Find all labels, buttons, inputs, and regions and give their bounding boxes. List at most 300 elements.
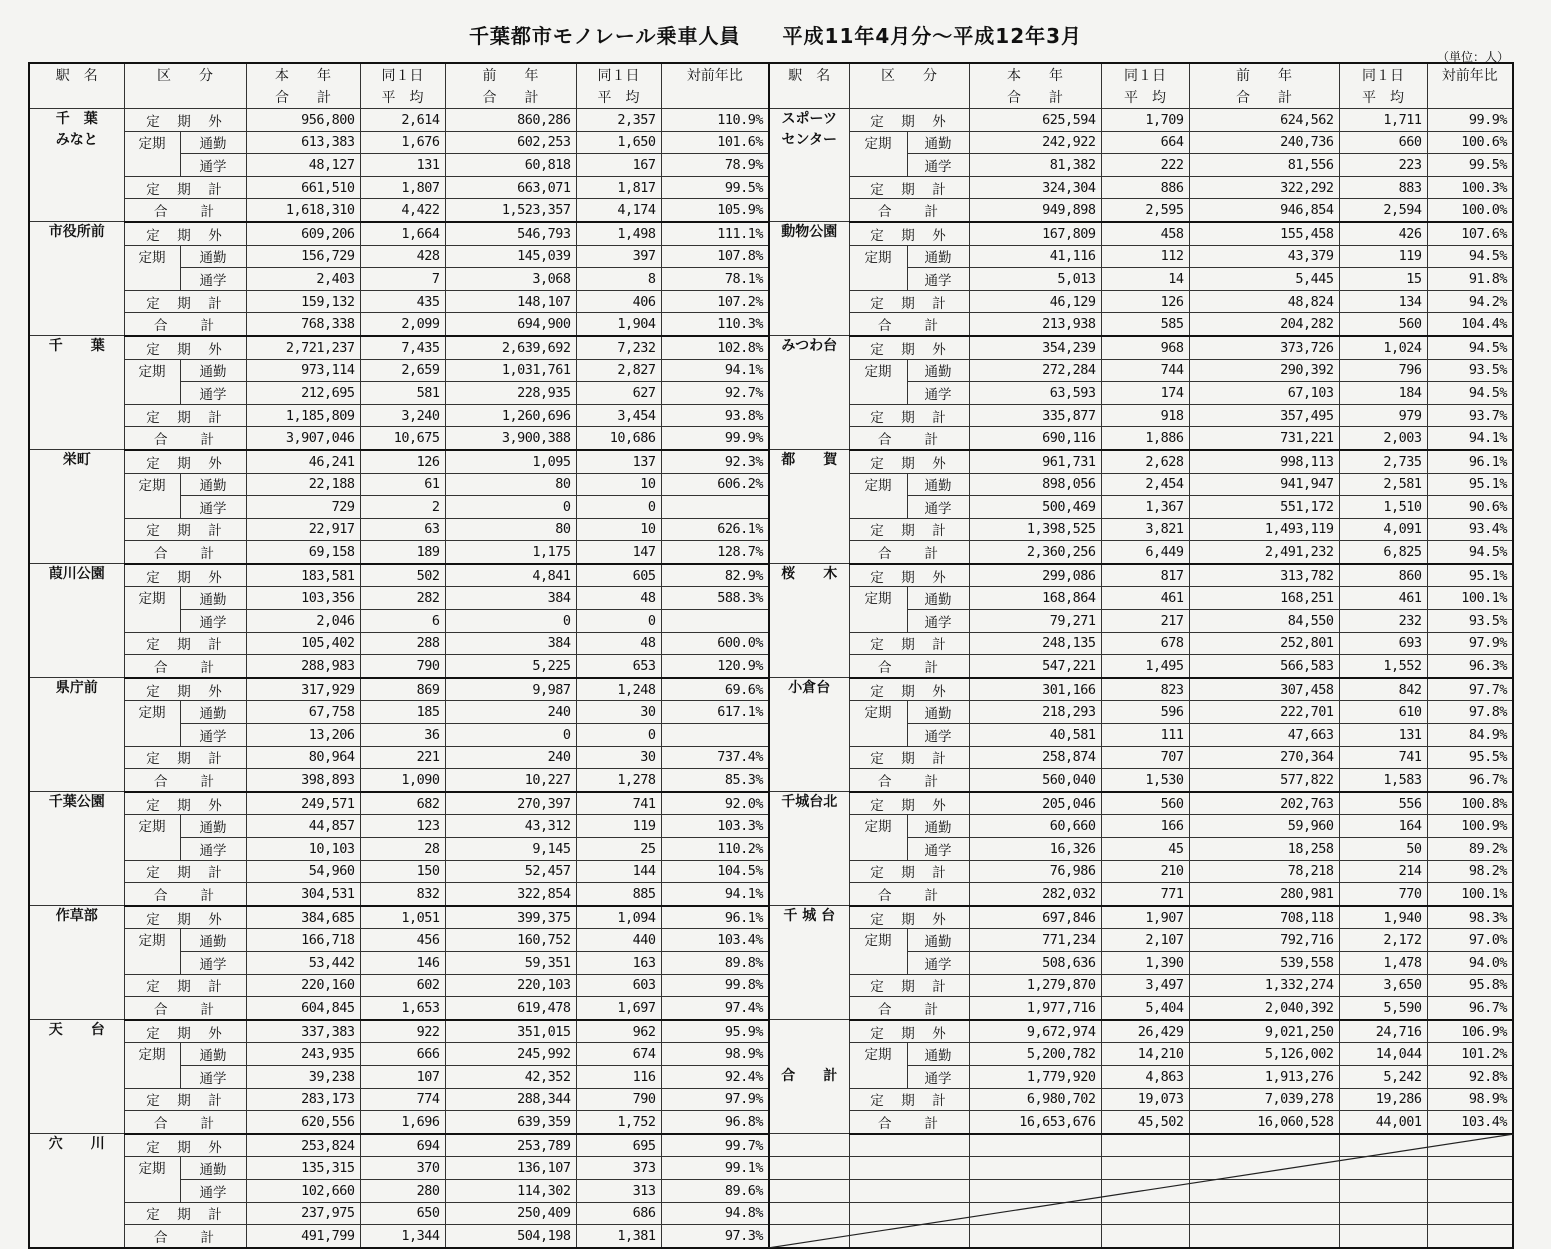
prev-total: 504,198 [445, 1225, 576, 1248]
category-school: 通学 [907, 1065, 969, 1088]
current-daily-avg: 280 [360, 1179, 445, 1202]
prev-total: 148,107 [445, 290, 576, 313]
header-prev-total: 前 年 [445, 63, 576, 86]
yoy-ratio: 94.5% [1427, 336, 1513, 359]
current-total: 613,383 [246, 131, 360, 154]
current-total: 5,200,782 [969, 1043, 1101, 1066]
prev-total: 998,113 [1189, 450, 1339, 473]
yoy-ratio: 95.9% [661, 1020, 769, 1043]
yoy-ratio: 94.1% [661, 883, 769, 906]
category-teiki: 定期 [849, 131, 907, 176]
category-teiki: 定期 [849, 701, 907, 746]
current-daily-avg: 45,502 [1101, 1111, 1189, 1134]
current-daily-avg: 174 [1101, 382, 1189, 405]
current-total: 2,046 [246, 610, 360, 633]
yoy-ratio: 97.7% [1427, 678, 1513, 701]
current-daily-avg: 832 [360, 883, 445, 906]
prev-total: 0 [445, 496, 576, 519]
table-row [769, 564, 1513, 587]
current-total: 220,160 [246, 974, 360, 997]
prev-total: 1,493,119 [1189, 518, 1339, 541]
yoy-ratio: 100.6% [1427, 131, 1513, 154]
prev-total: 4,841 [445, 564, 576, 587]
category-commute: 通勤 [907, 245, 969, 268]
current-daily-avg: 3,240 [360, 404, 445, 427]
category-non-pass: 定 期 外 [849, 564, 969, 587]
current-daily-avg: 1,807 [360, 176, 445, 199]
header-current-daily: 平 均 [360, 86, 445, 109]
current-daily-avg: 1,709 [1101, 109, 1189, 132]
current-daily-avg: 456 [360, 929, 445, 952]
current-total: 2,721,237 [246, 336, 360, 359]
current-total: 272,284 [969, 359, 1101, 382]
current-total: 609,206 [246, 222, 360, 245]
current-daily-avg: 869 [360, 678, 445, 701]
table-row [29, 792, 769, 815]
yoy-ratio: 94.5% [1427, 245, 1513, 268]
category-total: 合 計 [849, 199, 969, 222]
current-total: 22,188 [246, 473, 360, 496]
blank-cell [1339, 1202, 1427, 1225]
prev-total: 399,375 [445, 906, 576, 929]
table-row [769, 587, 1513, 610]
yoy-ratio: 97.9% [661, 1088, 769, 1111]
prev-total: 357,495 [1189, 404, 1339, 427]
category-school: 通学 [907, 268, 969, 291]
yoy-ratio: 96.1% [1427, 450, 1513, 473]
yoy-ratio: 97.8% [1427, 701, 1513, 724]
prev-daily-avg: 1,248 [576, 678, 661, 701]
category-total: 合 計 [849, 997, 969, 1020]
yoy-ratio: 93.5% [1427, 359, 1513, 382]
current-daily-avg: 166 [1101, 815, 1189, 838]
category-teiki: 定期 [124, 473, 180, 518]
prev-total: 551,172 [1189, 496, 1339, 519]
prev-total: 860,286 [445, 109, 576, 132]
current-total: 625,594 [969, 109, 1101, 132]
category-school: 通学 [180, 268, 246, 291]
prev-total: 313,782 [1189, 564, 1339, 587]
prev-daily-avg: 2,594 [1339, 199, 1427, 222]
category-school: 通学 [180, 496, 246, 519]
current-total: 560,040 [969, 769, 1101, 792]
category-commute: 通勤 [180, 701, 246, 724]
current-daily-avg: 61 [360, 473, 445, 496]
current-total: 205,046 [969, 792, 1101, 815]
header-prev-daily: 平 均 [576, 86, 661, 109]
current-total: 135,315 [246, 1157, 360, 1180]
prev-daily-avg: 25 [576, 838, 661, 861]
category-pass-total: 定 期 計 [124, 974, 246, 997]
prev-daily-avg: 8 [576, 268, 661, 291]
current-daily-avg: 1,907 [1101, 906, 1189, 929]
blank-cell [1427, 1202, 1513, 1225]
category-total: 合 計 [124, 541, 246, 564]
prev-total: 731,221 [1189, 427, 1339, 450]
left-ridership-table [28, 62, 770, 1249]
current-daily-avg: 111 [1101, 724, 1189, 747]
prev-daily-avg: 1,711 [1339, 109, 1427, 132]
yoy-ratio: 100.1% [1427, 883, 1513, 906]
current-daily-avg: 678 [1101, 632, 1189, 655]
yoy-ratio: 96.7% [1427, 769, 1513, 792]
current-daily-avg: 28 [360, 838, 445, 861]
yoy-ratio: 93.7% [1427, 404, 1513, 427]
prev-total: 602,253 [445, 131, 576, 154]
table-row [29, 1043, 769, 1066]
yoy-ratio: 99.8% [661, 974, 769, 997]
current-total: 41,116 [969, 245, 1101, 268]
prev-daily-avg: 693 [1339, 632, 1427, 655]
category-pass-total: 定 期 計 [849, 290, 969, 313]
header-prev-total: 合 計 [1189, 86, 1339, 109]
yoy-ratio: 93.8% [661, 404, 769, 427]
current-daily-avg: 2,454 [1101, 473, 1189, 496]
current-total: 949,898 [969, 199, 1101, 222]
table-row [29, 131, 769, 154]
header-blank [849, 86, 969, 109]
prev-total: 9,987 [445, 678, 576, 701]
yoy-ratio: 606.2% [661, 473, 769, 496]
prev-total: 155,458 [1189, 222, 1339, 245]
prev-total: 81,556 [1189, 154, 1339, 177]
header-ratio: 対前年比 [661, 63, 769, 86]
table-row [29, 701, 769, 724]
prev-daily-avg: 1,752 [576, 1111, 661, 1134]
category-pass-total: 定 期 計 [124, 518, 246, 541]
yoy-ratio: 100.1% [1427, 587, 1513, 610]
yoy-ratio: 106.9% [1427, 1020, 1513, 1043]
current-daily-avg: 217 [1101, 610, 1189, 633]
prev-daily-avg: 962 [576, 1020, 661, 1043]
category-non-pass: 定 期 外 [849, 450, 969, 473]
category-total: 合 計 [124, 427, 246, 450]
current-daily-avg: 370 [360, 1157, 445, 1180]
prev-daily-avg: 860 [1339, 564, 1427, 587]
category-school: 通学 [180, 724, 246, 747]
prev-total: 240 [445, 701, 576, 724]
current-total: 384,685 [246, 906, 360, 929]
header-blank [1427, 86, 1513, 109]
prev-daily-avg: 1,904 [576, 313, 661, 336]
header-blank [769, 86, 849, 109]
current-total: 973,114 [246, 359, 360, 382]
current-total: 1,185,809 [246, 404, 360, 427]
table-row [29, 769, 769, 792]
category-total: 合 計 [849, 541, 969, 564]
current-total: 1,279,870 [969, 974, 1101, 997]
table-row [769, 655, 1513, 678]
current-daily-avg: 112 [1101, 245, 1189, 268]
current-total: 183,581 [246, 564, 360, 587]
header-station: 駅 名 [769, 63, 849, 86]
yoy-ratio: 69.6% [661, 678, 769, 701]
station-name: 市役所前 [29, 222, 124, 336]
category-non-pass: 定 期 外 [124, 1020, 246, 1043]
prev-daily-avg: 1,024 [1339, 336, 1427, 359]
current-daily-avg: 744 [1101, 359, 1189, 382]
prev-total: 384 [445, 587, 576, 610]
prev-daily-avg: 373 [576, 1157, 661, 1180]
category-teiki: 定期 [849, 929, 907, 974]
prev-daily-avg: 3,650 [1339, 974, 1427, 997]
prev-daily-avg: 1,650 [576, 131, 661, 154]
current-total: 324,304 [969, 176, 1101, 199]
prev-total: 5,126,002 [1189, 1043, 1339, 1066]
prev-daily-avg: 0 [576, 496, 661, 519]
current-total: 697,846 [969, 906, 1101, 929]
current-daily-avg: 210 [1101, 860, 1189, 883]
table-row [769, 746, 1513, 769]
current-total: 237,975 [246, 1202, 360, 1225]
current-daily-avg: 650 [360, 1202, 445, 1225]
current-daily-avg: 126 [360, 450, 445, 473]
current-total: 508,636 [969, 951, 1101, 974]
current-total: 249,571 [246, 792, 360, 815]
station-name: 千城台北 [769, 792, 849, 906]
yoy-ratio: 84.9% [1427, 724, 1513, 747]
category-commute: 通勤 [180, 1043, 246, 1066]
table-row [769, 176, 1513, 199]
category-pass-total: 定 期 計 [849, 518, 969, 541]
current-daily-avg: 886 [1101, 176, 1189, 199]
prev-daily-avg: 24,716 [1339, 1020, 1427, 1043]
current-total: 282,032 [969, 883, 1101, 906]
blank-row [769, 1157, 1513, 1180]
prev-total: 43,379 [1189, 245, 1339, 268]
station-name: スポーツ センター [769, 109, 849, 222]
current-total: 1,618,310 [246, 199, 360, 222]
current-daily-avg: 1,676 [360, 131, 445, 154]
current-daily-avg: 222 [1101, 154, 1189, 177]
blank-cell [1427, 1157, 1513, 1180]
prev-daily-avg: 147 [576, 541, 661, 564]
current-total: 3,907,046 [246, 427, 360, 450]
category-total: 合 計 [849, 313, 969, 336]
current-daily-avg: 790 [360, 655, 445, 678]
current-daily-avg: 1,495 [1101, 655, 1189, 678]
prev-daily-avg: 167 [576, 154, 661, 177]
yoy-ratio: 94.5% [1427, 541, 1513, 564]
prev-daily-avg: 119 [576, 815, 661, 838]
category-school: 通学 [907, 610, 969, 633]
prev-daily-avg: 2,172 [1339, 929, 1427, 952]
prev-total: 10,227 [445, 769, 576, 792]
prev-daily-avg: 770 [1339, 883, 1427, 906]
category-teiki: 定期 [124, 815, 180, 860]
header-blank [29, 86, 124, 109]
category-teiki: 定期 [849, 1043, 907, 1088]
category-commute: 通勤 [180, 245, 246, 268]
category-school: 通学 [180, 610, 246, 633]
yoy-ratio: 102.8% [661, 336, 769, 359]
yoy-ratio: 99.1% [661, 1157, 769, 1180]
header-row [29, 86, 769, 109]
station-name: 葭川公園 [29, 564, 124, 678]
current-total: 248,135 [969, 632, 1101, 655]
category-non-pass: 定 期 外 [124, 450, 246, 473]
category-non-pass: 定 期 外 [124, 678, 246, 701]
current-daily-avg: 1,886 [1101, 427, 1189, 450]
prev-total: 1,031,761 [445, 359, 576, 382]
yoy-ratio: 626.1% [661, 518, 769, 541]
prev-total: 52,457 [445, 860, 576, 883]
prev-total: 9,021,250 [1189, 1020, 1339, 1043]
current-total: 491,799 [246, 1225, 360, 1248]
yoy-ratio: 92.3% [661, 450, 769, 473]
yoy-ratio: 100.0% [1427, 199, 1513, 222]
current-total: 39,238 [246, 1065, 360, 1088]
prev-daily-avg: 10 [576, 473, 661, 496]
table-row [769, 404, 1513, 427]
current-daily-avg: 63 [360, 518, 445, 541]
category-commute: 通勤 [180, 815, 246, 838]
table-row [769, 359, 1513, 382]
prev-total: 322,292 [1189, 176, 1339, 199]
category-total: 合 計 [849, 883, 969, 906]
prev-total: 792,716 [1189, 929, 1339, 952]
category-teiki: 定期 [849, 245, 907, 290]
current-daily-avg: 435 [360, 290, 445, 313]
table-row [29, 815, 769, 838]
yoy-ratio: 92.0% [661, 792, 769, 815]
blank-cell [969, 1179, 1101, 1202]
prev-daily-avg: 0 [576, 724, 661, 747]
table-row [29, 906, 769, 929]
blank-cell [1101, 1157, 1189, 1180]
prev-total: 546,793 [445, 222, 576, 245]
current-total: 102,660 [246, 1179, 360, 1202]
current-total: 79,271 [969, 610, 1101, 633]
prev-total: 663,071 [445, 176, 576, 199]
category-total: 合 計 [124, 655, 246, 678]
current-daily-avg: 3,497 [1101, 974, 1189, 997]
table-row [29, 1134, 769, 1157]
current-total: 156,729 [246, 245, 360, 268]
category-school: 通学 [907, 951, 969, 974]
current-total: 5,013 [969, 268, 1101, 291]
header-ratio: 対前年比 [1427, 63, 1513, 86]
blank-row [769, 1134, 1513, 1157]
category-school: 通学 [180, 951, 246, 974]
header-row [29, 63, 769, 86]
category-commute: 通勤 [180, 1157, 246, 1180]
category-commute: 通勤 [907, 929, 969, 952]
blank-cell [1189, 1179, 1339, 1202]
current-total: 212,695 [246, 382, 360, 405]
prev-total: 351,015 [445, 1020, 576, 1043]
yoy-ratio: 95.1% [1427, 564, 1513, 587]
current-total: 288,983 [246, 655, 360, 678]
header-station: 駅 名 [29, 63, 124, 86]
yoy-ratio: 96.3% [1427, 655, 1513, 678]
blank-cell [769, 1134, 849, 1157]
current-daily-avg: 123 [360, 815, 445, 838]
current-total: 6,980,702 [969, 1088, 1101, 1111]
category-non-pass: 定 期 外 [124, 336, 246, 359]
prev-total: 288,344 [445, 1088, 576, 1111]
current-daily-avg: 126 [1101, 290, 1189, 313]
blank-cell [1339, 1157, 1427, 1180]
table-row [769, 427, 1513, 450]
table-row [29, 1157, 769, 1180]
header-category: 区 分 [849, 63, 969, 86]
current-daily-avg: 3,821 [1101, 518, 1189, 541]
current-total: 105,402 [246, 632, 360, 655]
category-teiki: 定期 [124, 701, 180, 746]
station-name: 都 賀 [769, 450, 849, 564]
category-total: 合 計 [124, 1111, 246, 1134]
prev-total: 43,312 [445, 815, 576, 838]
prev-total: 373,726 [1189, 336, 1339, 359]
category-commute: 通勤 [907, 359, 969, 382]
category-total: 合 計 [849, 655, 969, 678]
current-total: 729 [246, 496, 360, 519]
blank-cell [849, 1157, 969, 1180]
prev-daily-avg: 14,044 [1339, 1043, 1427, 1066]
category-non-pass: 定 期 外 [124, 222, 246, 245]
current-daily-avg: 221 [360, 746, 445, 769]
prev-daily-avg: 6,825 [1339, 541, 1427, 564]
yoy-ratio: 103.4% [1427, 1111, 1513, 1134]
yoy-ratio: 120.9% [661, 655, 769, 678]
current-daily-avg: 774 [360, 1088, 445, 1111]
prev-daily-avg: 30 [576, 746, 661, 769]
current-total: 398,893 [246, 769, 360, 792]
table-row [769, 1043, 1513, 1066]
prev-total: 160,752 [445, 929, 576, 952]
current-daily-avg: 602 [360, 974, 445, 997]
prev-daily-avg: 313 [576, 1179, 661, 1202]
current-total: 243,935 [246, 1043, 360, 1066]
prev-total: 59,960 [1189, 815, 1339, 838]
category-school: 通学 [907, 838, 969, 861]
yoy-ratio: 128.7% [661, 541, 769, 564]
prev-total: 1,260,696 [445, 404, 576, 427]
current-total: 301,166 [969, 678, 1101, 701]
current-total: 16,326 [969, 838, 1101, 861]
yoy-ratio: 99.9% [1427, 109, 1513, 132]
prev-daily-avg: 885 [576, 883, 661, 906]
category-non-pass: 定 期 外 [849, 109, 969, 132]
prev-total: 168,251 [1189, 587, 1339, 610]
category-commute: 通勤 [180, 473, 246, 496]
prev-total: 307,458 [1189, 678, 1339, 701]
yoy-ratio: 90.6% [1427, 496, 1513, 519]
current-total: 2,403 [246, 268, 360, 291]
yoy-ratio: 97.9% [1427, 632, 1513, 655]
current-daily-avg: 6 [360, 610, 445, 633]
category-teiki: 定期 [124, 929, 180, 974]
current-total: 500,469 [969, 496, 1101, 519]
current-daily-avg: 682 [360, 792, 445, 815]
blank-cell [969, 1225, 1101, 1248]
prev-daily-avg: 232 [1339, 610, 1427, 633]
category-school: 通学 [180, 154, 246, 177]
prev-daily-avg: 1,583 [1339, 769, 1427, 792]
current-daily-avg: 428 [360, 245, 445, 268]
current-daily-avg: 131 [360, 154, 445, 177]
current-total: 898,056 [969, 473, 1101, 496]
category-commute: 通勤 [180, 929, 246, 952]
yoy-ratio: 95.5% [1427, 746, 1513, 769]
current-daily-avg: 10,675 [360, 427, 445, 450]
yoy-ratio: 100.3% [1427, 176, 1513, 199]
current-total: 768,338 [246, 313, 360, 336]
table-row [29, 678, 769, 701]
yoy-ratio: 85.3% [661, 769, 769, 792]
category-pass-total: 定 期 計 [124, 746, 246, 769]
